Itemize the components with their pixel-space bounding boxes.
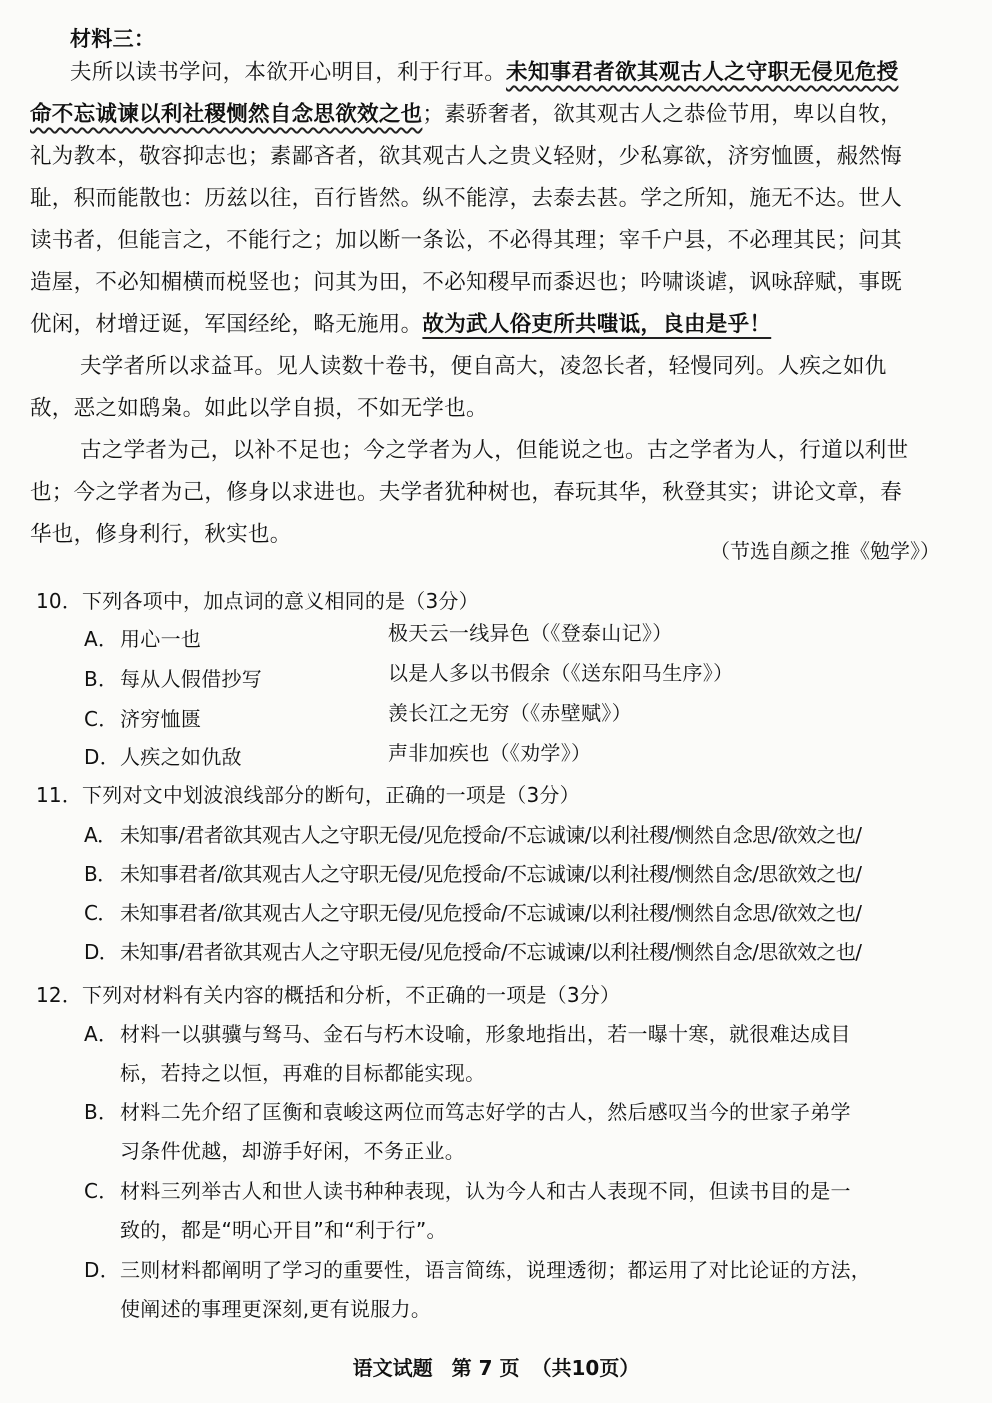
footer-subject: 语文试题 [352, 1356, 433, 1380]
q11-option-b [84, 859, 861, 889]
q11-option-c [84, 898, 861, 928]
option-left-text: 人疾之如仇敌 [120, 745, 242, 769]
option-label: D． [84, 745, 121, 769]
q12-option-c [84, 1176, 851, 1206]
source-citation: （节选自颜之推《勉学》） [710, 539, 940, 563]
wavy-underlined-text: 命不忘诚谏以利社稷恻然自念思欲效之也 [30, 102, 423, 127]
q12-option-b [84, 1097, 851, 1127]
wavy-underlined-text: 未知事君者欲其观古人之守职无侵见危授 [506, 60, 899, 85]
option-label: C． [84, 901, 117, 925]
passage-line: 华也，修身利行，秋实也。 [30, 522, 292, 547]
q12-option-d-cont: 使阐述的事理更深刻,更有说服力。 [120, 1297, 432, 1321]
option-text: 材料三列举古人和世人读书种种表现，认为今人和古人表现不同，但读书目的是一 [120, 1179, 851, 1203]
option-label: C． [84, 1179, 119, 1203]
option-text: 材料一以骐骥与驽马、金石与朽木设喻，形象地指出，若一曝十寒，就很难达成目 [120, 1022, 851, 1046]
passage-text: 优闲，材增迂诞，军国经纶，略无施用。 [30, 312, 423, 337]
q10-option-a-compare: 极天云一线异色（《登泰山记》） [388, 621, 673, 645]
option-label: C． [84, 707, 119, 731]
question-10-stem: 10．下列各项中，加点词的意义相同的是（3分） [36, 589, 479, 613]
q10-option-c [84, 704, 201, 734]
option-left-text: 每从人假借抄写 [120, 667, 263, 691]
option-label: D． [84, 940, 119, 964]
material-heading: 材料三： [70, 27, 156, 51]
question-11-stem: 11．下列对文中划波浪线部分的断句，正确的一项是（3分） [36, 783, 580, 807]
option-text: 三则材料都阐明了学习的重要性，语言简练，说理透彻；都运用了对比论证的方法， [120, 1258, 872, 1282]
passage-line [30, 310, 771, 340]
q10-option-b [84, 664, 262, 694]
passage-text: 夫所以读书学问，本欲开心明目，利于行耳。 [70, 60, 507, 85]
option-text: 未知事君者/欲其观古人之守职无侵/见危授命/不忘诚谏/以利社稷/恻然自念思/欲效之也/ [120, 901, 862, 925]
passage-line: 造屋，不必知楣横而棁竖也；问其为田，不必知稷早而黍迟也；吟啸谈谑，讽咏辞赋，事既 [30, 270, 903, 295]
option-label: A． [84, 1022, 119, 1046]
passage-line: 礼为教本，敬容抑志也；素鄙吝者，欲其观古人之贵义轻财，少私寡欲，济穷恤匮，赧然悔 [30, 144, 903, 169]
passage-line: 也；今之学者为己，修身以求进也。夫学者犹种树也，春玩其华，秋登其实；讲论文章，春 [30, 480, 903, 505]
option-left-text: 用心一也 [120, 627, 202, 651]
q12-option-a-cont: 标，若持之以恒，再难的目标都能实现。 [120, 1061, 486, 1085]
q12-option-c-cont: 致的，都是“明心开目”和“利于行”。 [120, 1218, 447, 1242]
footer-page-number: 第 7 页 [451, 1356, 520, 1380]
option-text: 未知事君者/欲其观古人之守职无侵/见危授命/不忘诚谏/以利社稷/恻然自念/思欲效之也/ [120, 862, 862, 886]
question-12-stem: 12．下列对材料有关内容的概括和分析，不正确的一项是（3分） [36, 983, 621, 1007]
q12-option-b-cont: 习条件优越，却游手好闲，不务正业。 [120, 1139, 466, 1163]
page-footer [0, 1352, 992, 1381]
q12-option-a [84, 1019, 851, 1049]
passage-line: 古之学者为己，以补不足也；今之学者为人，但能说之也。古之学者为人，行道以利世 [80, 438, 909, 463]
option-text: 未知事/君者欲其观古人之守职无侵/见危授命/不忘诚谏/以利社稷/恻然自念/思欲效之也/ [120, 940, 862, 964]
q10-option-b-compare: 以是人多以书假余（《送东阳马生序》） [388, 661, 734, 685]
q10-option-a [84, 624, 201, 654]
passage-line: 耻，积而能散也：历兹以往，百行皆然。纵不能淳，去泰去甚。学之所知，施无不达。世人 [30, 186, 903, 211]
underlined-text: 故为武人俗吏所共嗤诋，良由是乎！ [422, 312, 772, 337]
option-label: A． [84, 627, 119, 651]
option-label: B． [84, 1100, 119, 1124]
option-label: A． [84, 823, 117, 847]
option-text: 材料二先介绍了匡衡和袁峻这两位而笃志好学的古人，然后感叹当今的世家子弟学 [120, 1100, 851, 1124]
option-text: 未知事/君者欲其观古人之守职无侵/见危授命/不忘诚谏/以利社稷/恻然自念思/欲效之也/ [120, 823, 862, 847]
passage-line: 敌，恶之如鸱枭。如此以学自损，不如无学也。 [30, 396, 488, 421]
option-label: B． [84, 862, 117, 886]
footer-total-pages: （共10页） [531, 1356, 640, 1380]
q12-option-d [84, 1255, 871, 1285]
option-left-text: 济穷恤匮 [120, 707, 202, 731]
passage-text: ；素骄奢者，欲其观古人之恭俭节用，卑以自牧， [422, 102, 903, 127]
option-label: D． [84, 1258, 121, 1282]
q11-option-a [84, 820, 861, 850]
q10-option-d [84, 742, 242, 772]
q10-option-c-compare: 羡长江之无穷（《赤壁赋》） [388, 701, 632, 725]
passage-line [30, 100, 902, 130]
option-label: B． [84, 667, 119, 691]
passage-line: 夫学者所以求益耳。见人读数十卷书，便自高大，凌忽长者，轻慢同列。人疾之如仇 [80, 354, 887, 379]
passage-line [70, 58, 898, 88]
passage-line: 读书者，但能言之，不能行之；加以断一条讼，不必得其理；宰千户县，不必理其民；问其 [30, 228, 903, 253]
q10-option-d-compare: 声非加疾也（《劝学》） [388, 741, 592, 765]
q11-option-d [84, 937, 861, 967]
